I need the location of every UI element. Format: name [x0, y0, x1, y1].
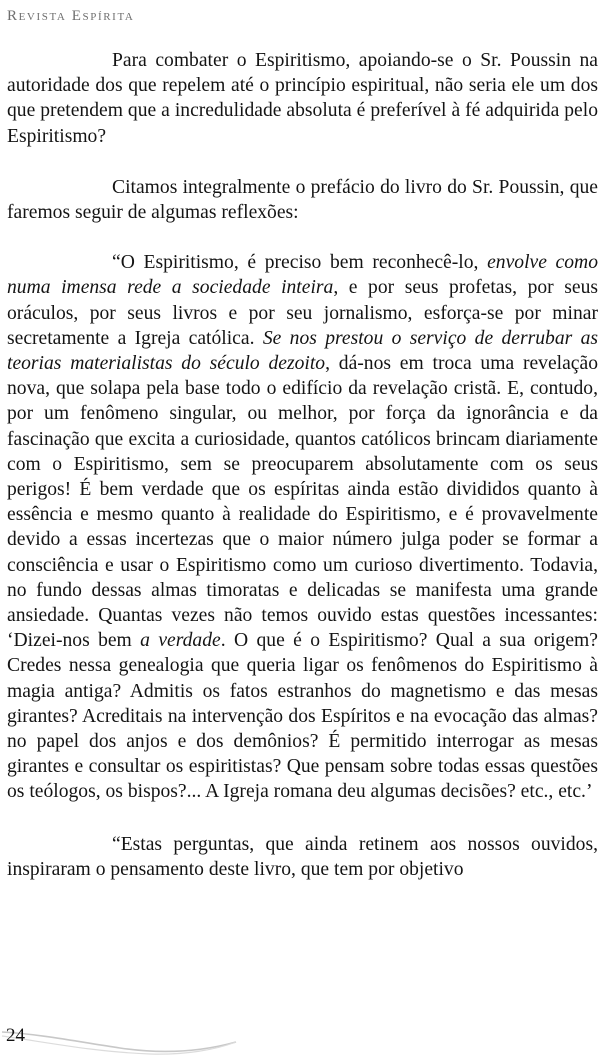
italic-text-segment: Se nos prestou o serviço de derrubar as teorias materialistas do século dezoito [7, 327, 599, 375]
paragraph: “Estas perguntas, que ainda retinem aos nossos ouvidos, inspiraram o pensamento deste livro, que tem por objetivo [7, 833, 598, 880]
text-segment: . O que é o Espiritismo? Qual a sua origem? Credes nessa genealogia que queria ligar os fenômenos do Espiritismo à magia antiga? Admitis os fatos estranhos do magnetismo e das mesas girantes? Acreditais na intervenção dos Espíritos e na evocação das almas? no papel dos anjos e dos demônios? É permitido interrogar as mesas girantes e consultar os espiritistas? Que pensam sobre todas essas questões os teólogos, os bispos?... A Igreja romana deu algumas decisões? etc., etc.’ [7, 630, 598, 803]
paragraph [7, 250, 598, 804]
decorative-swoosh [0, 1012, 240, 1056]
paragraph: Citamos integralmente o prefácio do livro do Sr. Poussin, que faremos seguir de algumas reflexões: [7, 176, 598, 224]
text-segment: “O Espiritismo, é preciso bem reconhecê-lo, [112, 252, 488, 274]
italic-text-segment: envolve como numa imensa rede a sociedade inteira [7, 252, 598, 299]
running-head: Revista Espírita [7, 8, 135, 24]
text-segment: , dá-nos em troca uma revelação nova, que solapa pela base todo o edifício da revelação cristã. E, contudo, por um fenômeno singular, ou melhor, por força da ignorância e da fascinação que excita a curiosidade, quantos católicos brincam diariamente com o Espiritismo, sem se preocuparem absolutamente com os seus perigos! É bem verdade que os espíritas ainda estão divididos quanto à essência e mesmo quanto à realidade do Espiritismo, e é provavelmente devido a essas incertezas que o maior número julga poder se formar a consciência e usar o Espiritismo como um curioso divertimento. Todavia, no fundo dessas almas timoratas e delicadas se manifesta uma grande ansiedade. Quantas vezes não temos ouvido estas questões incessantes: ‘Dizei-nos bem [7, 353, 598, 652]
italic-text-segment: a verdade [140, 630, 221, 652]
paragraph: Para combater o Espiritismo, apoiando-se o Sr. Poussin na autoridade dos que repelem até o princípio espiritual, não seria ele um dos que pretendem que a incredulidade absoluta é preferível à fé adquirida pelo Espiritismo? [7, 50, 598, 147]
page-number: 24 [6, 1025, 25, 1046]
text-segment: , e por seus profetas, por seus oráculos, por seus livros e por seu jornalismo, esforça-se por minar secretamente a Igreja católica. [7, 277, 598, 349]
body-text [7, 48, 598, 882]
